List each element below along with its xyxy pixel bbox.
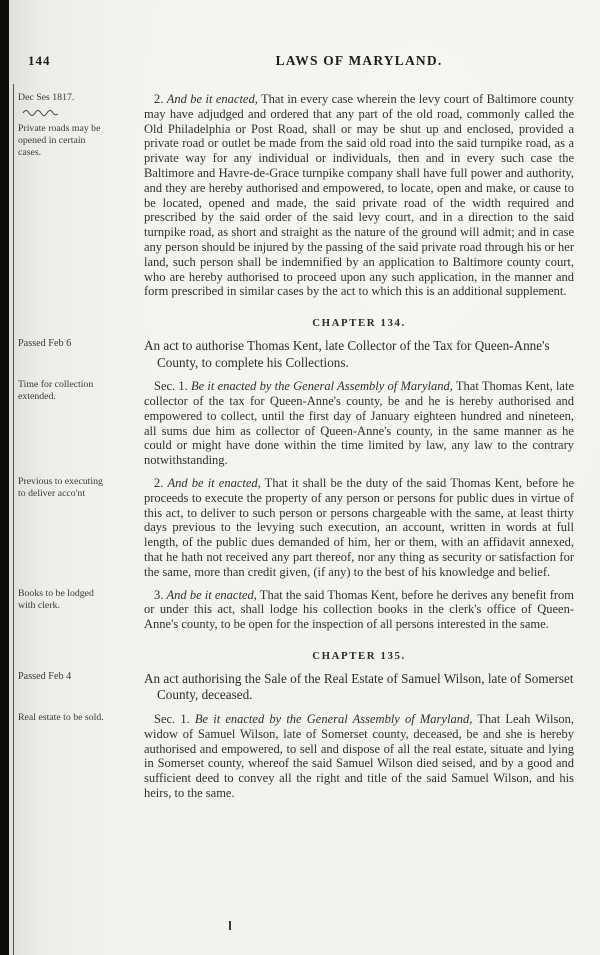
margin-note-passed-feb6: Passed Feb 6 bbox=[18, 338, 72, 350]
chapter-heading-134: CHAPTER 134. bbox=[312, 317, 406, 330]
running-head: LAWS OF MARYLAND. bbox=[275, 53, 443, 68]
section-act-title-134 bbox=[18, 338, 584, 379]
margin-note-previous-to-executing: Previous to executing to deliver acco'nt bbox=[18, 475, 103, 499]
page-edge-line bbox=[13, 84, 14, 955]
margin-note-passed-feb4: Passed Feb 4 bbox=[18, 670, 72, 682]
body-paragraph-kent-sec2: 2. And be it enacted, That it shall be the duty of the said Thomas Kent, before he proceeds to execute the property of any person or persons for public dues in virtue of this act, to deliver to such person or persons chargeable with the same, at least thirty days previous to the levying such execution, an account, written in words at full length, of the public dues demanded of him, her or them, with an affidavit annexed, that he hath not received any part thereof, nor any thing as security or satisfaction for the same, more than credit given, (if any) to the best of his knowledge and belief. bbox=[144, 475, 574, 579]
chapter-heading-135: CHAPTER 135. bbox=[312, 649, 406, 662]
body-paragraph-roads-sec2: 2. And be it enacted, That in every case wherein the levy court of Baltimore county may have adjudged and ordered that any part of the old road, commonly called the Old Philadelphia or Post Road, shall or may be shut up and enclosed, provided a private road or outlet be made from the said old road into the said turnpike road, as a private way for any individual or individuals, then and in every such case the Baltimore and Havre-de-Grace turnpike company shall have full power and authority, and they are hereby authorised and empowered, to locate, open and make, or cause to be located, opened and made, the said private road of the width required and prescribed by the said order of the said levy court, and in a direction to the said turnpike road, as short and straight as the nature of the ground will admit; and in case any person should be injured by the passing of the said private road through his or her land, such person shall be indemnified by an application to Baltimore county court, who are hereby authorised to proceed upon any such application, in the manner and form prescribed in similar cases by the act to which this is an additional supplement. bbox=[144, 92, 575, 299]
body-paragraph-kent-sec3: 3. And be it enacted, That the said Thomas Kent, before he derives any benefit from or under this act, shall lodge his collection books in the clerk's office of Queen-Anne's county, to be open for the inspection of all persons interested in the same. bbox=[144, 587, 575, 632]
page-content bbox=[18, 0, 584, 809]
margin-note-real-estate: Real estate to be sold. bbox=[18, 711, 104, 723]
margin-note-time-for-collection: Time for collection extended. bbox=[18, 379, 94, 403]
section-kent-sec2 bbox=[18, 476, 584, 588]
flourish-icon bbox=[22, 108, 60, 117]
body-paragraph-kent-sec1: Sec. 1. Be it enacted by the General Assembly of Maryland, That Thomas Kent, late collector of the tax for Queen-Anne's county, be and he is hereby authorised and empowered to collect, until the first day of January eighteen hundred and nineteen, all sums due him as collector of Queen-Anne's county, in the same manner as he could or might have done within the time limited by law, any law to the contrary notwithstanding. bbox=[144, 379, 574, 468]
body-paragraph-wilson-sec1: Sec. 1. Be it enacted by the General Assembly of Maryland, That Leah Wilson, widow of Samuel Wilson, late of Somerset county, deceased, be and she is hereby authorised and empowered, to sell and dispose of all the real estate, situate and lying in Somerset county, whereof the said Samuel Wilson died seised, and by a good and sufficient deed to convey all the right and title of the said Samuel Wilson, and his heirs, to the same. bbox=[144, 711, 574, 800]
scan-edge-bar bbox=[0, 0, 9, 955]
margin-note-private-roads: Private roads may be opened in certain cases. bbox=[18, 123, 101, 158]
section-kent-sec3 bbox=[18, 588, 584, 640]
page-header bbox=[18, 52, 584, 70]
margin-note-session: Dec Ses 1817. bbox=[18, 92, 75, 103]
section-wilson-sec1 bbox=[18, 712, 584, 809]
printers-mark bbox=[229, 921, 231, 930]
section-act-title-135 bbox=[18, 671, 584, 712]
act-title-134: An act to authorise Thomas Kent, late Collector of the Tax for Queen-Anne's County, to complete his Collections. bbox=[144, 338, 550, 370]
section-private-roads bbox=[18, 92, 584, 307]
margin-note-books-lodged: Books to be lodged with clerk. bbox=[18, 587, 94, 611]
section-kent-sec1 bbox=[18, 379, 584, 476]
page-number: 144 bbox=[28, 53, 51, 68]
chapter-134-row bbox=[18, 317, 584, 329]
act-title-135: An act authorising the Sale of the Real Estate of Samuel Wilson, late of Somerset County, deceased. bbox=[144, 670, 574, 703]
chapter-135-row bbox=[18, 650, 584, 662]
